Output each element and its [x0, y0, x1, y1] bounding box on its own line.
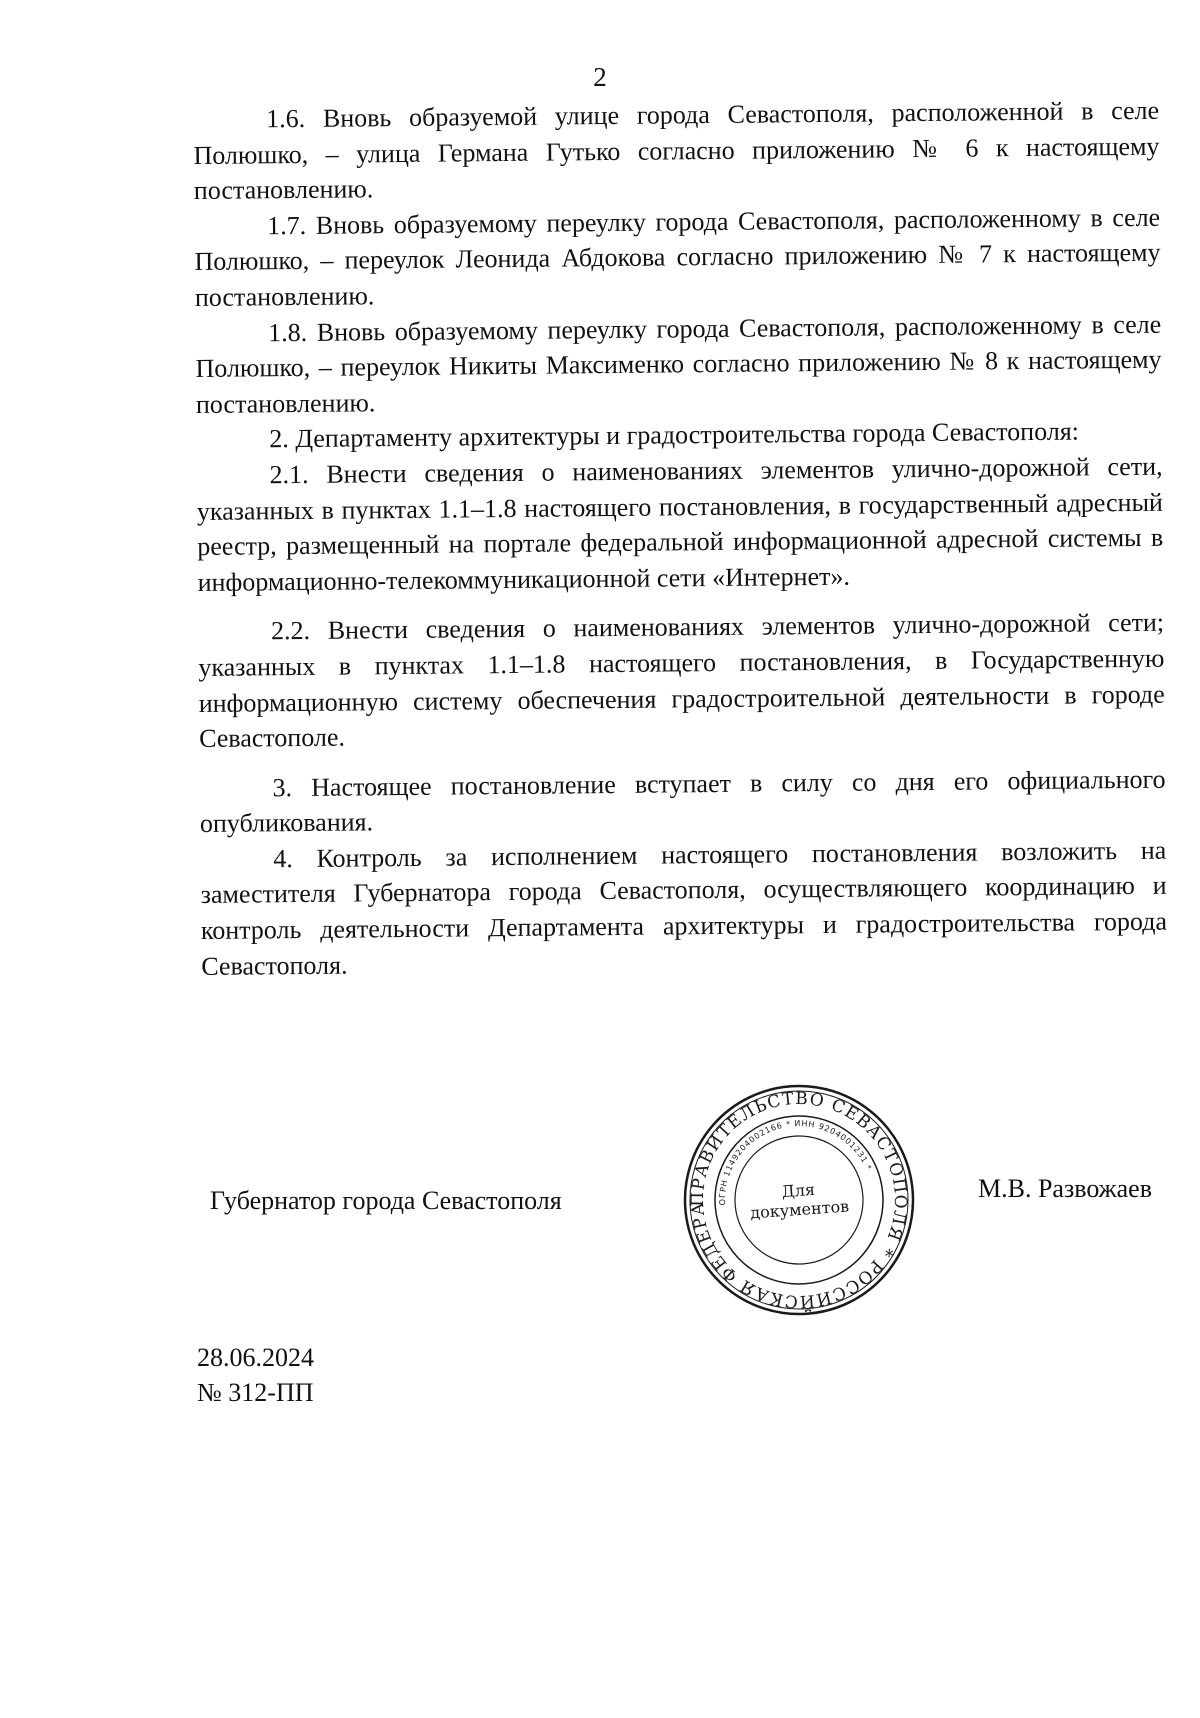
paragraph-3: 3. Настоящее постановление вступает в силу со дня его официального опубликования. [199, 764, 1166, 839]
paragraph-1-8: 1.8. Вновь образуемому переулку города Севастополя, расположенному в селе Полюшко, – переулок Никиты Максименко согласно приложению № 8 к настоящему постановлению. [195, 309, 1162, 419]
paragraph-1-6: 1.6. Вновь образуемой улице города Севастополя, расположенной в селе Полюшко, – улица Германа Гутько согласно приложению № 6 к настоящему постановлению. [193, 95, 1160, 206]
document-date: 28.06.2024 [197, 1343, 314, 1372]
seal-center-line2: документов [749, 1196, 850, 1223]
seal-outer-text: ПРАВИТЕЛЬСТВО СЕВАСТОПОЛЯ * РОССИЙСКАЯ ФЕДЕРАЦИЯ * [674, 1075, 911, 1312]
paragraph-2: 2. Департаменту архитектуры и градостроительства города Севастополя: [269, 416, 1080, 454]
seal-center-line1: Для [781, 1179, 816, 1202]
seal-graphic [674, 1075, 924, 1325]
paragraph-2-2: 2.2. Внести сведения о наименованиях элементов улично-дорожной сети; указанных в пунктах 1.1–1.8 настоящего постановления, в Государственную информационную систему обеспечения градостроительной деятельности в городе Севастополе. [198, 608, 1165, 754]
signatory-title: Губернатор города Севастополя [210, 1186, 562, 1215]
seal-inner-text: ОГРН 1149204002166 * ИНН 9204001231 * [717, 1118, 874, 1206]
document-number: № 312-ПП [197, 1378, 314, 1407]
document-body [193, 93, 1167, 984]
page-number: 2 [593, 62, 607, 92]
signatory-name: М.В. Развожаев [978, 1174, 1153, 1203]
paragraph-1-7: 1.7. Вновь образуемому переулку города Севастополя, расположенному в селе Полюшко, – переулок Леонида Абдокова согласно приложению № 7 к настоящему постановлению. [194, 202, 1161, 312]
paragraph-4: 4. Контроль за исполнением настоящего постановления возложить на заместителя Губернатора города Севастополя, осуществляющего координацию и контроль деятельности Департамента архитектуры и градостроительства города Севастополя. [200, 835, 1168, 981]
official-seal [674, 1075, 924, 1325]
paragraph-2-1: 2.1. Внести сведения о наименованиях элементов улично-дорожной сети, указанных в пунктах 1.1–1.8 настоящего постановления, в государственный адресный реестр, размещенный на портале федеральной информационной адресной системы в информационно-телекоммуникационной сети «Интернет». [196, 451, 1164, 597]
